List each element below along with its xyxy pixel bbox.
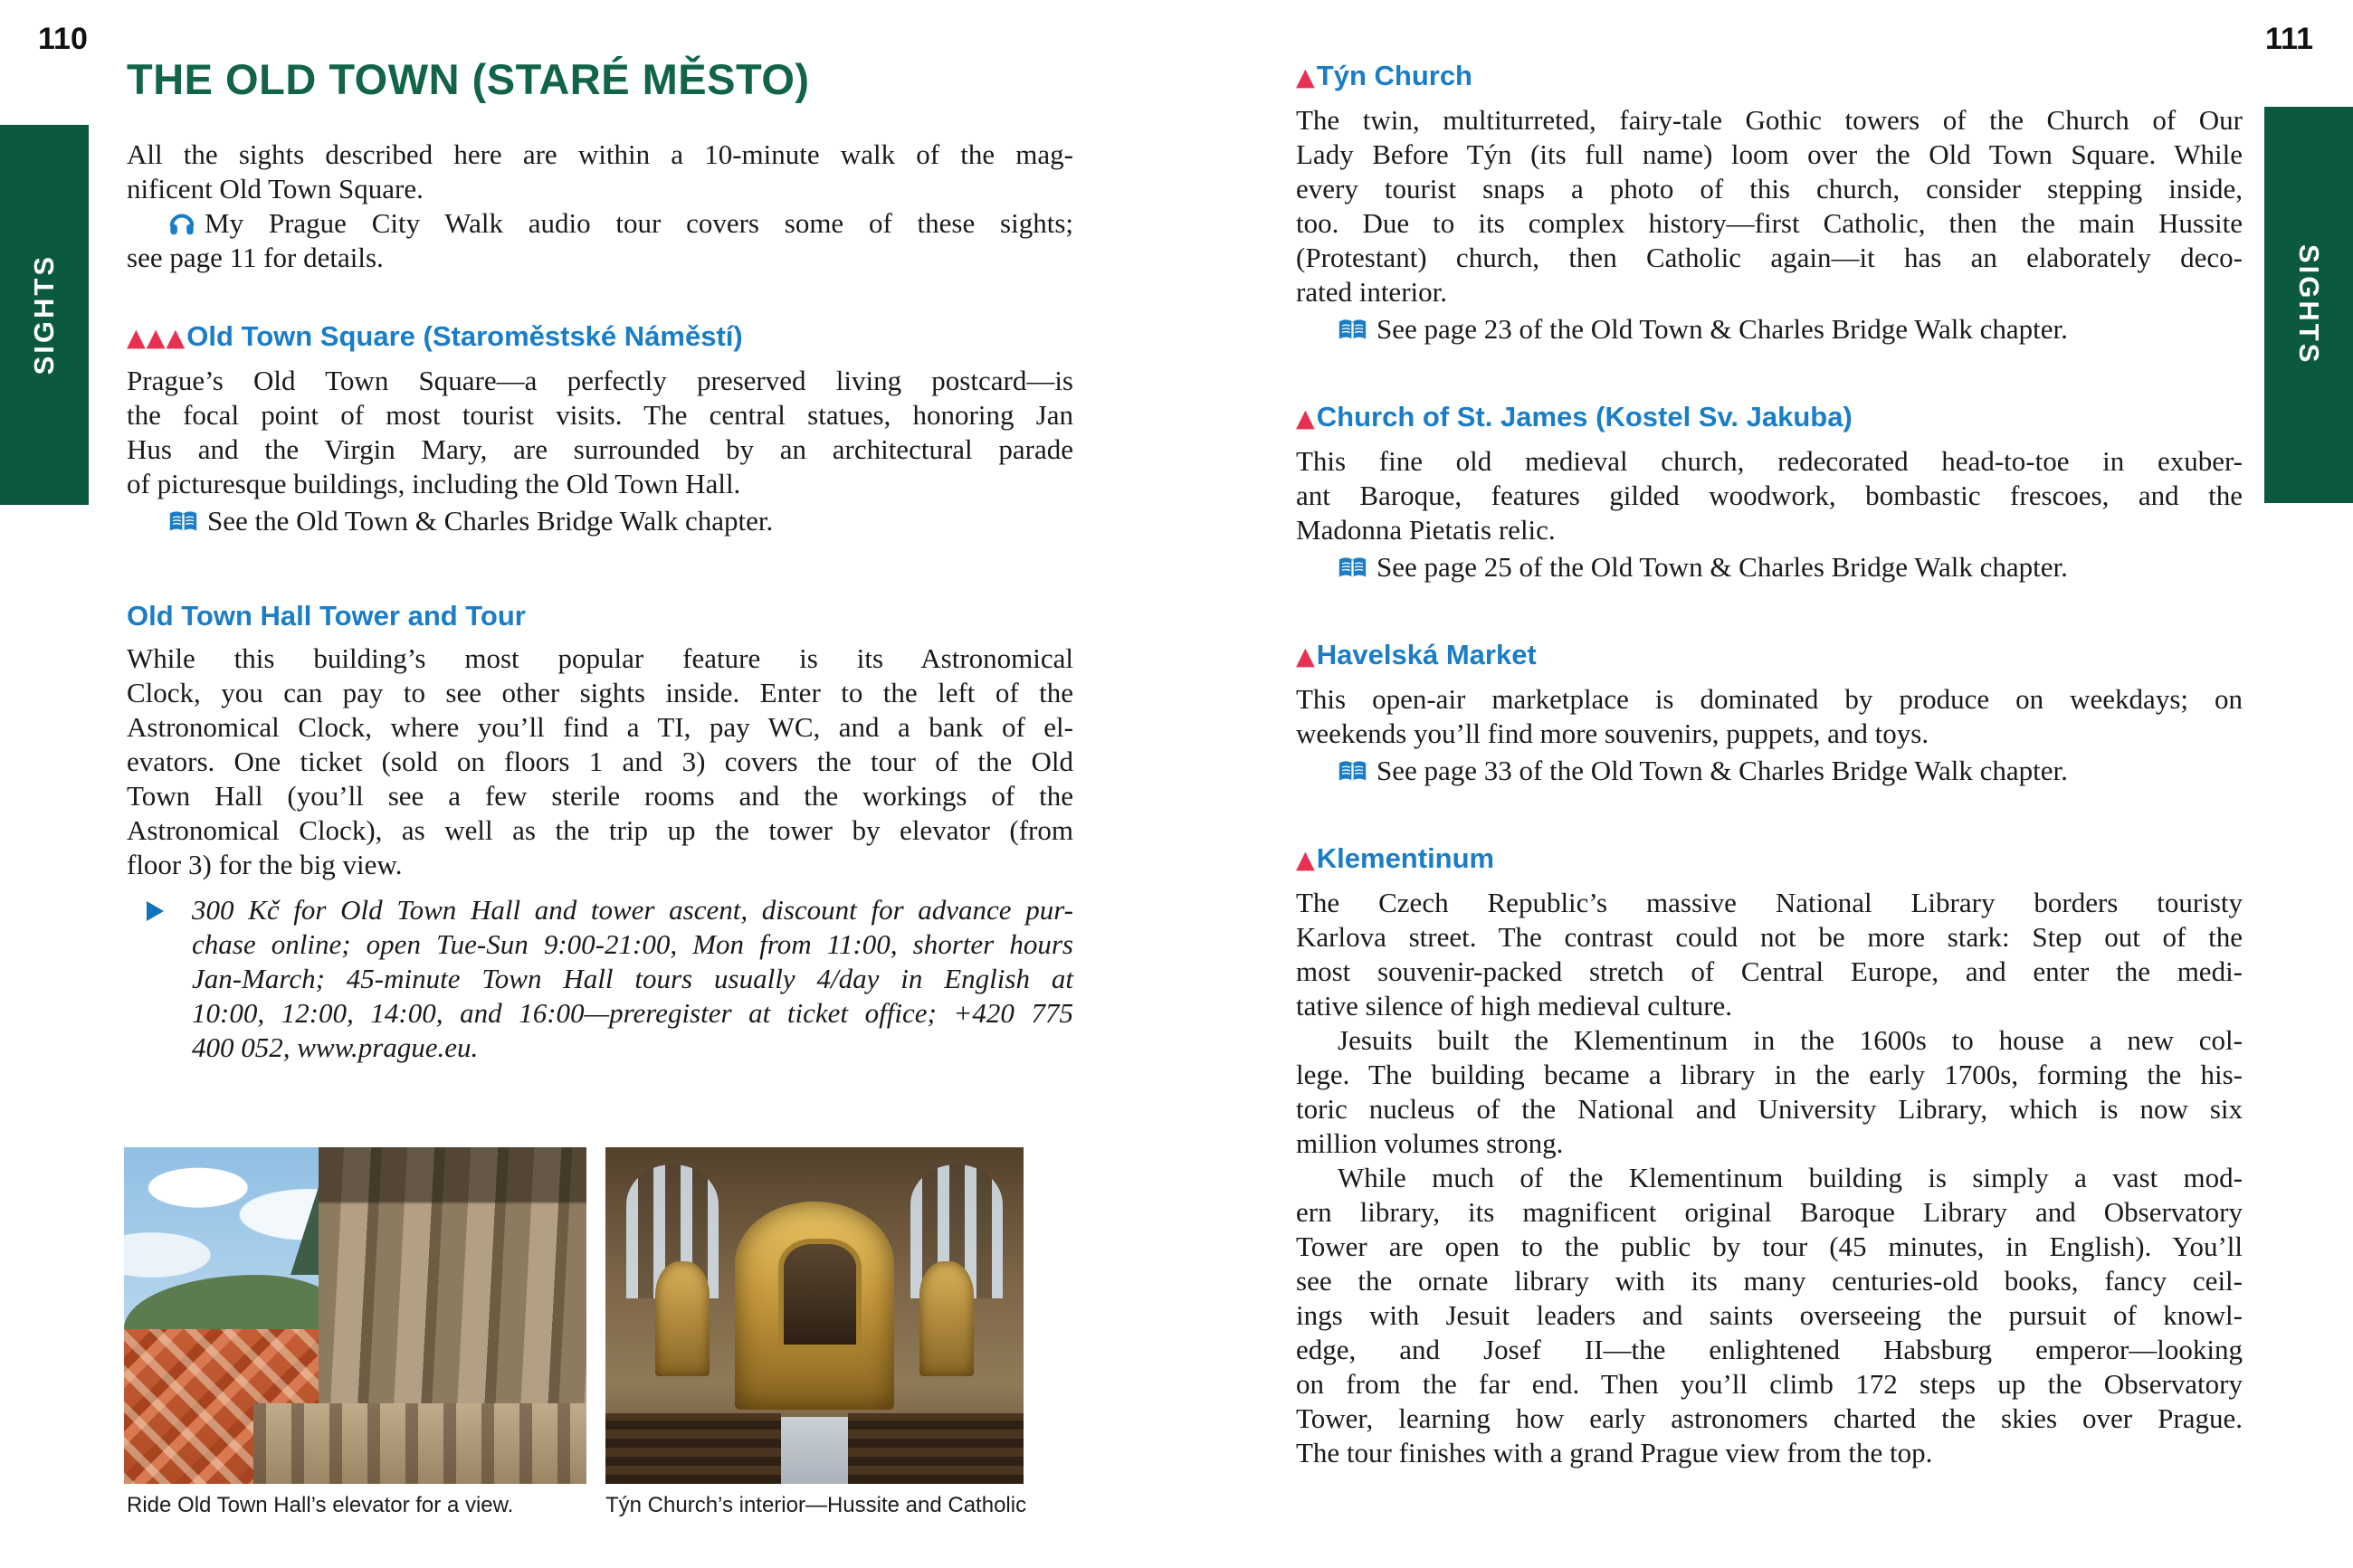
section — [1296, 399, 2243, 590]
paragraph — [1296, 886, 2243, 1023]
cross-reference-line — [1296, 311, 2243, 352]
text-line: Town Hall (you’ll see a few sterile rooms and the workings of the — [127, 780, 1073, 812]
photo-caption: Týn Church’s interior—Hussite and Catholic — [605, 1493, 1027, 1517]
text-line: All the sights described here are within a 10-minute walk of the mag- — [127, 138, 1073, 170]
text-line: Karlova street. The contrast could not be more stark: Step out of the — [1296, 921, 2243, 953]
photo-decoration — [735, 1202, 894, 1411]
section-heading — [1296, 841, 2243, 879]
practical-details-bullet — [127, 893, 1073, 1065]
section — [1296, 841, 2243, 1470]
cross-reference-text: See page 23 of the Old Town & Charles Bridge Walk chapter. — [1377, 313, 2068, 345]
paragraph — [1296, 682, 2243, 751]
cross-reference-line — [1296, 549, 2243, 590]
open-book-icon — [1338, 554, 1367, 590]
triangle-right-icon — [147, 901, 164, 921]
page-number-left: 110 — [38, 22, 88, 56]
cross-reference-text: See page 33 of the Old Town & Charles Bridge Walk chapter. — [1377, 755, 2068, 786]
text-line: nificent Old Town Square. — [127, 173, 424, 204]
text-line: most souvenir-packed stretch of Central Europe, and enter the medi- — [1296, 955, 2243, 987]
section-heading — [1296, 399, 2243, 437]
text-line: ings with Jesuit leaders and saints overseeing the pursuit of knowl- — [1296, 1299, 2243, 1331]
cross-reference-line — [1296, 753, 2243, 794]
text-line: evators. One ticket (sold on floors 1 and 3) covers the tour of the Old — [127, 746, 1073, 777]
section-heading-text: Old Town Hall Tower and Tour — [127, 600, 526, 632]
open-book-icon — [1338, 316, 1367, 352]
text-line: weekends you’ll find more souvenirs, puppets, and toys. — [1296, 717, 1929, 749]
text-line: The Czech Republic’s massive National Library borders touristy — [1296, 887, 2243, 918]
text-line: toric nucleus of the National and University Library, which is now six — [1296, 1093, 2243, 1125]
text-line: of picturesque buildings, including the Old Town Hall. — [127, 468, 741, 499]
section-heading — [1296, 58, 2243, 96]
section-heading-text: Týn Church — [1316, 60, 1472, 91]
cross-reference-text: See the Old Town & Charles Bridge Walk chapter. — [207, 505, 774, 537]
text-line: 10:00, 12:00, 14:00, and 16:00—preregister at ticket office; +420 775 — [192, 997, 1073, 1029]
photo-decoration — [605, 1413, 781, 1484]
text-line: This fine old medieval church, redecorated head-to-toe in exuber- — [1296, 445, 2243, 477]
paragraph — [1296, 103, 2243, 309]
text-line: 400 052, www.prague.eu. — [192, 1031, 479, 1063]
text-line: lege. The building became a library in the early 1700s, forming the his- — [1296, 1059, 2243, 1090]
text-line: too. Due to its complex history—first Catholic, then the main Hussite — [1296, 207, 2243, 239]
text-line: see the ornate library with its many centuries-old books, fancy ceil- — [1296, 1265, 2243, 1297]
rating-triangle-up-icons: ▲▲▲ — [127, 324, 186, 352]
section-heading — [127, 318, 1073, 356]
text-line: on from the far end. Then you’ll climb 172 steps up the Observatory — [1296, 1368, 2243, 1400]
cross-reference-text: See page 25 of the Old Town & Charles Bridge Walk chapter. — [1377, 551, 2068, 583]
section-heading-text: Church of St. James (Kostel Sv. Jakuba) — [1316, 401, 1853, 432]
text-line: Astronomical Clock, where you’ll find a TI, pay WC, and a bank of el- — [127, 711, 1073, 743]
cross-reference-line — [127, 503, 1073, 544]
photo-caption: Ride Old Town Hall’s elevator for a view. — [127, 1493, 514, 1517]
section-heading — [127, 598, 1073, 634]
photo-decoration — [848, 1413, 1024, 1484]
text-line: see page 11 for details. — [127, 242, 384, 273]
photo-decoration — [778, 1239, 862, 1350]
text-line: ant Baroque, features gilded woodwork, bombastic frescoes, and the — [1296, 480, 2243, 511]
rating-triangle-up-icons: ▲ — [1296, 642, 1316, 670]
tab-label: SIGHTS — [28, 254, 60, 375]
text: My Prague City Walk audio tour covers some of these sights; — [205, 207, 1073, 239]
text-line: Astronomical Clock), as well as the trip up the tower by elevator (from — [127, 814, 1073, 846]
rating-triangle-up-icons: ▲ — [1296, 846, 1316, 874]
text-line — [127, 206, 1073, 241]
section-heading-text: Old Town Square (Staroměstské Náměstí) — [186, 320, 743, 352]
open-book-icon — [1338, 757, 1367, 794]
section-heading-text: Havelská Market — [1316, 639, 1537, 670]
paragraph — [127, 641, 1073, 882]
text-line: The tour finishes with a grand Prague view from the top. — [1296, 1437, 1933, 1468]
text-line: Tower are open to the public by tour (45 minutes, in English). You’ll — [1296, 1231, 2243, 1262]
paragraph — [1296, 1023, 2243, 1161]
text-line: tative silence of high medieval culture. — [1296, 990, 1733, 1022]
text-line: While much of the Klementinum building is simply a vast mod- — [1338, 1162, 2243, 1193]
page-number-right: 111 — [2265, 22, 2313, 56]
photo-old-town-hall-balcony — [124, 1147, 586, 1484]
paragraph — [127, 206, 1073, 275]
section — [1296, 58, 2243, 352]
text-line: million volumes strong. — [1296, 1127, 1564, 1159]
section-heading — [1296, 637, 2243, 675]
text-line: chase online; open Tue-Sun 9:00-21:00, Mon from 11:00, shorter hours — [192, 928, 1073, 960]
text-line: the focal point of most tourist visits. The central statues, honoring Jan — [127, 399, 1073, 431]
photo-decoration — [655, 1261, 710, 1375]
paragraph — [127, 138, 1073, 206]
text-line: Madonna Pietatis relic. — [1296, 514, 1556, 546]
photo-decoration — [253, 1403, 586, 1484]
text-line: Clock, you can pay to see other sights inside. Enter to the left of the — [127, 677, 1073, 708]
paragraph — [1296, 444, 2243, 547]
chapter-title: THE OLD TOWN (STARÉ MĚSTO) — [127, 55, 810, 103]
section-heading-text: Klementinum — [1316, 842, 1495, 874]
text-line: Hus and the Virgin Mary, are surrounded by an architectural parade — [127, 433, 1073, 465]
right-page-sections — [1296, 58, 2243, 1470]
paragraph — [127, 364, 1073, 501]
text-line: (Protestant) church, then Catholic again—it has an elaborately deco- — [1296, 242, 2243, 273]
section — [127, 138, 1073, 275]
left-page-sections — [127, 138, 1073, 1065]
text-line: This open-air marketplace is dominated by produce on weekdays; on — [1296, 683, 2243, 715]
rating-triangle-up-icons: ▲ — [1296, 404, 1316, 432]
rating-triangle-up-icons: ▲ — [1296, 63, 1316, 91]
text-line: edge, and Josef II—the enlightened Habsburg emperor—looking — [1296, 1334, 2243, 1365]
text-line: Tower, learning how early astronomers charted the skies over Prague. — [1296, 1402, 2243, 1434]
open-book-icon — [168, 508, 198, 544]
text-line: ern library, its magnificent original Baroque Library and Observatory — [1296, 1196, 2243, 1228]
section — [127, 318, 1073, 544]
text-line: rated interior. — [1296, 276, 1447, 308]
section — [1296, 637, 2243, 794]
text-line: Jesuits built the Klementinum in the 1600s to house a new col- — [1338, 1024, 2243, 1056]
paragraph — [1296, 1161, 2243, 1470]
left-page-column — [127, 0, 1073, 1065]
text-line: The twin, multiturreted, fairy-tale Gothic towers of the Church of Our — [1296, 104, 2243, 136]
text-line: every tourist snaps a photo of this church, consider stepping inside, — [1296, 173, 2243, 204]
text-line: floor 3) for the big view. — [127, 849, 403, 880]
text-line: While this building’s most popular feature is its Astronomical — [127, 642, 1073, 674]
section — [127, 598, 1073, 1065]
right-page-column — [1296, 0, 2243, 1470]
text-line: 300 Kč for Old Town Hall and tower ascent, discount for advance pur- — [192, 894, 1073, 926]
text-line: Jan-March; 45-minute Town Hall tours usually 4/day in English at — [192, 963, 1073, 994]
text-line: Prague’s Old Town Square—a perfectly preserved living postcard—is — [127, 365, 1073, 396]
photo-decoration — [919, 1261, 974, 1375]
sights-tab-right — [2264, 107, 2353, 503]
photo-decoration — [781, 1417, 848, 1484]
sights-tab-left — [0, 125, 89, 505]
tab-label: SIGHTS — [2293, 244, 2325, 366]
text-line: Lady Before Týn (its full name) loom over the Old Town Square. While — [1296, 138, 2243, 170]
photo-tyn-church-interior — [605, 1147, 1024, 1484]
